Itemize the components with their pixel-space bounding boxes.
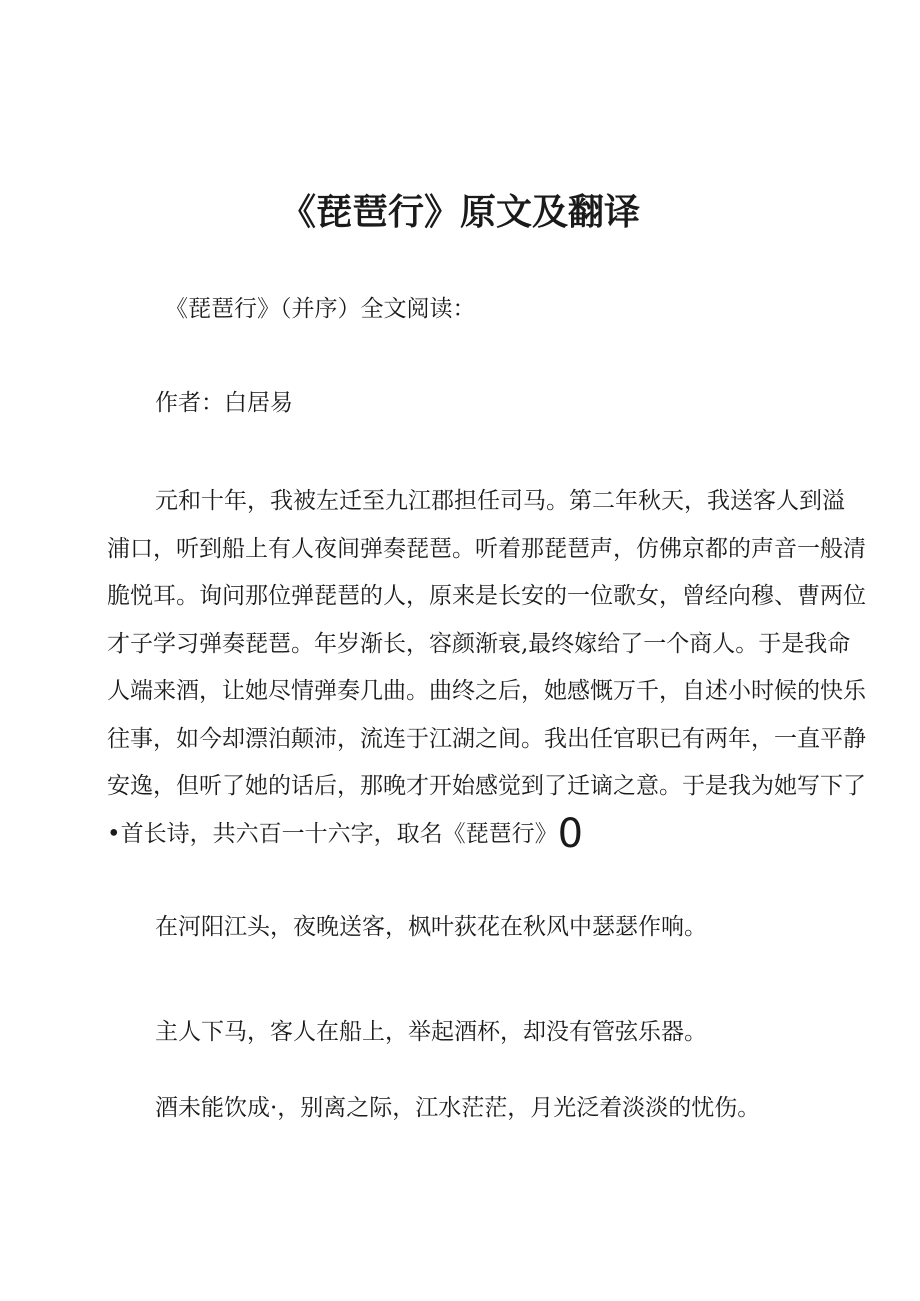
- verse-line: 在河阳江头，夜晚送客，枫叶荻花在秋风中瑟瑟作响。: [155, 914, 707, 940]
- section-heading: 《琵琶行》（并序）全文阅读：: [165, 296, 476, 322]
- preface-row: 元和十年，我被左迁至九江郡担任司马。第二年秋天，我送客人到溢: [155, 488, 845, 514]
- author-line: 作者：白居易: [155, 390, 293, 416]
- document-title: 《琵琶行》原文及翻译: [279, 192, 640, 233]
- preface-row: 才子学习弹奏琵琶。年岁渐长，容颜渐衰,最终嫁给了一个商人。于是我命: [107, 630, 851, 657]
- preface-row: 浦口，听到船上有人夜间弹奏琵琶。听着那琵琶声，仿佛京都的声音一般清: [107, 535, 866, 562]
- preface-row-last: [107, 811, 835, 859]
- preface-row: 脆悦耳。询问那位弹琵琶的人，原来是长安的一位歌女，曾经向穆、曹两位: [107, 583, 866, 609]
- preface-row: 安逸，但听了她的话后，那晚才开始感觉到了迁谪之意。于是我为她写下了: [107, 773, 866, 799]
- verse-line: 酒未能饮成·，别离之际，江水茫茫，月光泛着淡淡的忧伤。: [155, 1095, 761, 1121]
- preface-row: 人端来酒，让她尽情弹奏几曲。曲终之后，她感慨万千，自述小时候的快乐: [107, 678, 866, 704]
- preface-end-mark: 0: [557, 810, 584, 857]
- verse-line: 主人下马，客人在船上，举起酒杯，却没有管弦乐器。: [155, 1019, 707, 1045]
- preface-paragraph: [107, 478, 866, 858]
- preface-row-text: •首长诗，共六百一十六字，取名《琵琶行》: [107, 820, 558, 847]
- preface-row: 往事，如今却漂泊颠沛，流连于江湖之间。我出任官职已有两年，一直平静: [107, 725, 866, 752]
